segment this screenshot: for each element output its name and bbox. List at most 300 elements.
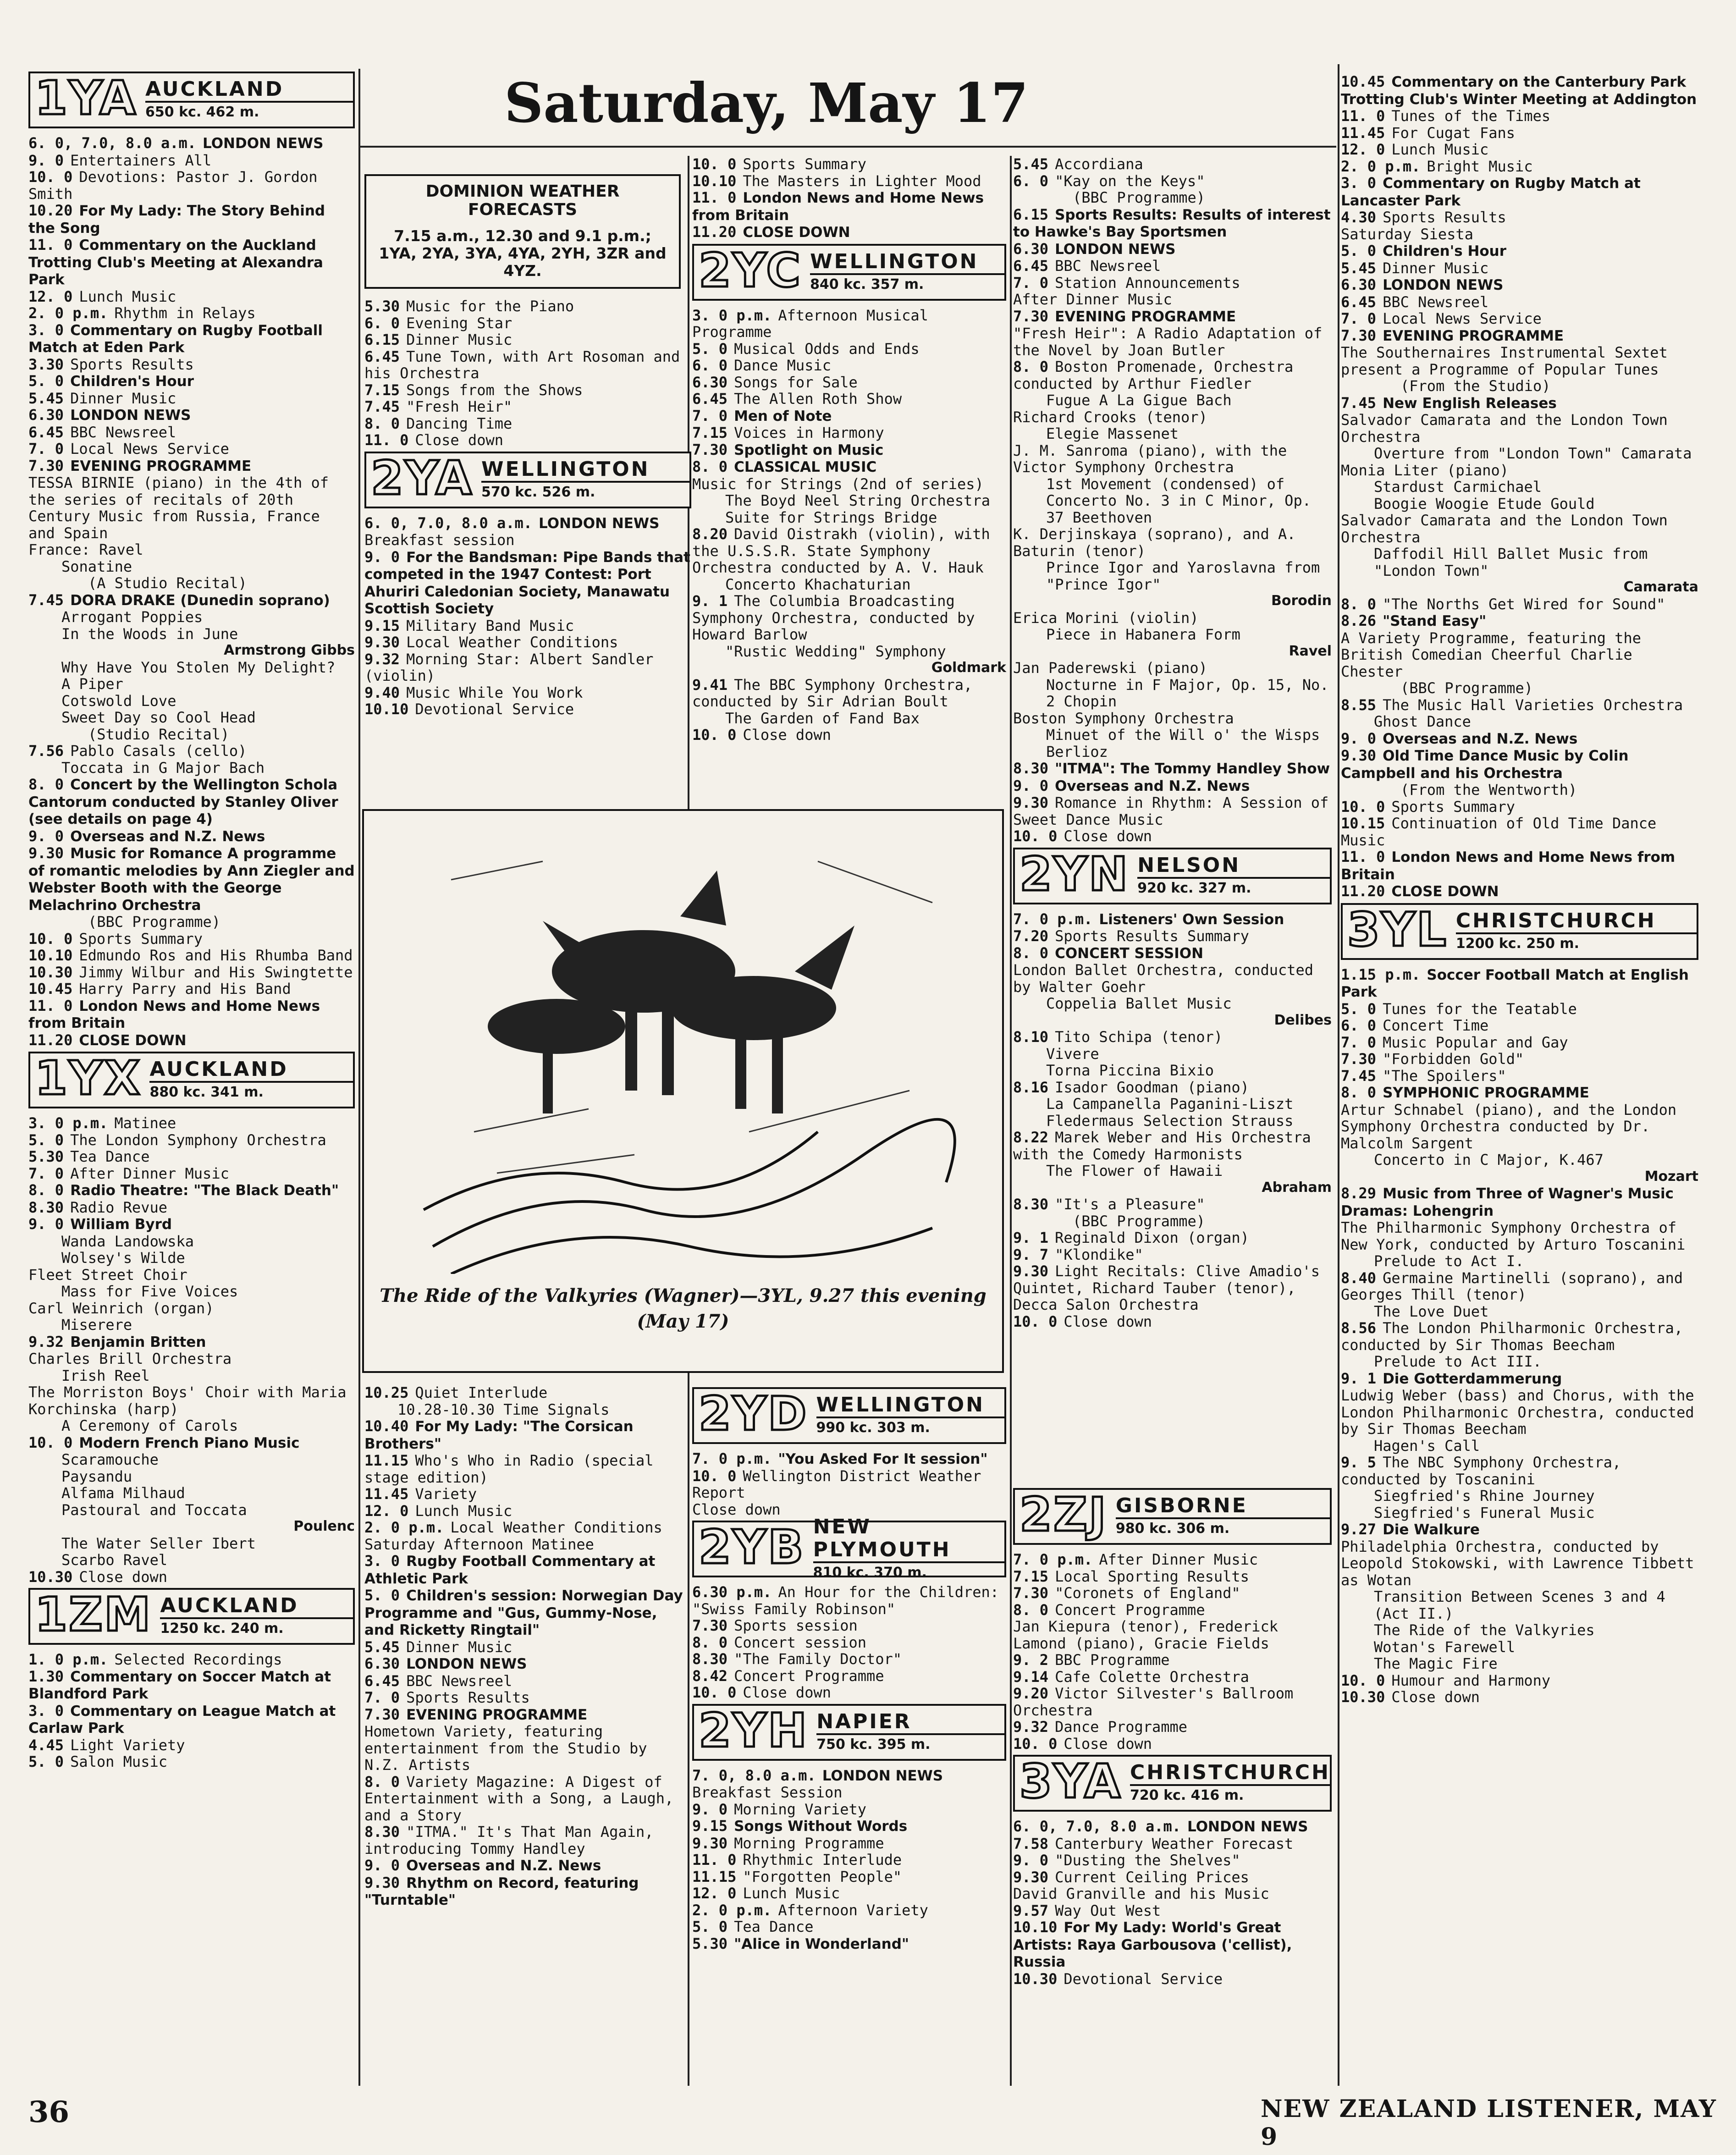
programme-time: 9.30 [1013, 1868, 1049, 1886]
programme-time: 10. 0 [692, 726, 737, 744]
column-4-lower [1013, 1485, 1332, 1987]
programme-time: 11.45 [364, 1485, 409, 1503]
programme-time: 5.45 [1341, 259, 1377, 277]
programme-item [28, 288, 355, 305]
programme-time: 8.26 [1341, 612, 1377, 629]
programme-item [1013, 1096, 1332, 1113]
programme-description: Station Announcements [1055, 274, 1240, 292]
programme-description: Devotional Service [1064, 1970, 1223, 1988]
programme-time: 11. 0 [1341, 848, 1385, 865]
programme-item [364, 398, 691, 415]
programme-description: "Coronets of England" [1055, 1584, 1240, 1602]
programme-item [1013, 1246, 1332, 1263]
programme-description: "Forgotten People" [743, 1868, 902, 1885]
programme-item [28, 135, 355, 152]
programme-description: London News and Home News from Britain [28, 998, 320, 1031]
programme-description: London Ballet Orchestra, conducted by Walter Goehr [1013, 961, 1314, 996]
station-city: AUCKLAND [149, 1058, 353, 1083]
programme-item [1341, 1168, 1698, 1185]
programme-time: 7.58 [1013, 1835, 1049, 1852]
programme-time: 7.45 [28, 591, 64, 609]
programme-description: Richard Crooks (tenor) [1013, 408, 1207, 426]
programme-item [364, 1384, 685, 1401]
programme-time: 6. 0, 7.0, 8.0 a.m. [1013, 1818, 1181, 1835]
programme-description: Morning Star: Albert Sandler (violin) [364, 650, 654, 684]
programme-item [28, 1199, 355, 1216]
programme-description: Pablo Casals (cello) [70, 742, 247, 760]
programme-description: Matinee [114, 1114, 176, 1132]
programme-time: 9.30 [1341, 747, 1377, 764]
programme-time: 3. 0 [28, 321, 64, 339]
programme-description: Paysandu [61, 1467, 132, 1485]
station-banner [1341, 903, 1698, 960]
programme-description: Torna Piccina Bixio [1046, 1062, 1214, 1079]
programme-time: 10. 0 [692, 1684, 737, 1701]
programme-item [28, 1216, 355, 1233]
programme-item [692, 341, 1006, 358]
programme-description: Commentary on League Match at Carlaw Park [28, 1703, 336, 1736]
programme-time: 7.30 [1341, 1050, 1377, 1068]
station-logo: 3YA [1020, 1754, 1122, 1809]
programme-description: Elegie Massenet [1046, 425, 1179, 442]
programme-item [28, 828, 355, 845]
programme-description: The NBC Symphony Orchestra, conducted by Toscanini [1341, 1454, 1621, 1488]
programme-item [1013, 409, 1332, 426]
programme-description: BBC Programme [1055, 1651, 1170, 1669]
programme-description: For My Lady: The Story Behind the Song [28, 203, 325, 237]
programme-item [1013, 1885, 1332, 1902]
station-city: AUCKLAND [160, 1594, 353, 1619]
programme-time: 10.40 [364, 1417, 409, 1435]
programme-item [1013, 928, 1332, 945]
programme-item [1013, 189, 1332, 206]
programme-time: 9.15 [692, 1817, 728, 1835]
programme-description: "Dusting the Shelves" [1055, 1852, 1240, 1869]
programme-description: Goldmark [931, 660, 1006, 676]
programme-time: 7.30 [1013, 1584, 1049, 1602]
programme-description: The Water Seller Ibert [61, 1534, 256, 1552]
programme-item [692, 391, 1006, 408]
programme-time: 11. 0 [692, 1851, 737, 1868]
programme-item [364, 1673, 685, 1690]
programme-item [1013, 425, 1332, 442]
station-city: NEW PLYMOUTH [813, 1516, 1004, 1563]
programme-description: Local Sporting Results [1055, 1567, 1249, 1585]
station-city-block [1126, 1757, 1330, 1810]
programme-description: Way Out West [1055, 1901, 1161, 1919]
programme-description: "The Family Doctor" [734, 1650, 902, 1668]
programme-description: Commentary on Soccer Match at Blandford Park [28, 1668, 331, 1702]
programme-description: LONDON NEWS [822, 1767, 943, 1784]
programme-item [1013, 727, 1332, 760]
programme-item [28, 305, 355, 322]
station-frequency: 880 kc. 341 m. [149, 1084, 264, 1100]
programme-description: Miserere [61, 1316, 132, 1334]
programme-time: 8. 0 [28, 1181, 64, 1199]
programme-description: Cafe Colette Orchestra [1055, 1668, 1249, 1686]
programme-description: Morning Programme [734, 1834, 884, 1852]
programme-item [364, 701, 691, 718]
station-city-block [1112, 1490, 1330, 1543]
programme-time: 8.56 [1341, 1319, 1377, 1337]
programme-item [1013, 1736, 1332, 1753]
programme-description: Local News Service [1383, 310, 1542, 327]
station-logo: 2ZJ [1020, 1488, 1108, 1542]
programme-description: For My Lady: "The Corsican Brothers" [364, 1418, 634, 1452]
programme-description: Dance Music [734, 357, 831, 374]
programme-time: 7. 0 p.m. [1013, 910, 1093, 928]
station-city-block [813, 1389, 1005, 1442]
programme-item [28, 424, 355, 441]
station-banner [28, 1588, 355, 1645]
programme-description: Men of Note [734, 408, 832, 424]
programme-item [28, 1753, 355, 1770]
programme-item [28, 1148, 355, 1165]
programme-description: Continuation of Old Time Dance Music [1341, 815, 1657, 849]
programme-description: Rhythmic Interlude [743, 1851, 902, 1868]
programme-time: 6.15 [1013, 205, 1049, 223]
programme-time: 10. 0 [1013, 1312, 1058, 1330]
programme-item [364, 1639, 685, 1656]
programme-description: "Stand Easy" [1383, 613, 1487, 629]
programme-description: The Philharmonic Symphony Orchestra of New York, conducted by Arturo Toscanini [1341, 1219, 1686, 1253]
programme-item [1013, 593, 1332, 610]
station-banner [692, 244, 1006, 301]
programme-item [1013, 173, 1332, 190]
programme-item [1013, 526, 1332, 559]
programme-time: 9.32 [1013, 1718, 1049, 1736]
programme-description: Music for the Piano [406, 298, 574, 315]
programme-description: EVENING PROGRAMME [1055, 308, 1236, 325]
programme-time: 5.30 [28, 1148, 64, 1165]
programme-item [28, 152, 355, 169]
programme-description: Saturday Siesta [1341, 225, 1473, 243]
programme-item [28, 1132, 355, 1149]
programme-description: An Hour for the Children: "Swiss Family Robinson" [692, 1583, 999, 1618]
programme-item [692, 509, 1006, 526]
programme-item [1341, 1387, 1698, 1438]
programme-item [692, 1684, 1006, 1701]
programme-description: BBC Newsreel [1383, 293, 1489, 311]
programme-description: "Forbidden Gold" [1383, 1050, 1524, 1068]
valkyries-illustration [405, 834, 964, 1274]
programme-item [1013, 1602, 1332, 1619]
programme-item [28, 1317, 355, 1334]
programme-description: CLOSE DOWN [79, 1032, 187, 1049]
programme-description: Overseas and N.Z. News [70, 828, 265, 845]
station-frequency: 840 kc. 357 m. [810, 276, 924, 292]
programme-item [1013, 1196, 1332, 1213]
programme-description: Daffodil Hill Ballet Music from "London Town" [1374, 545, 1648, 579]
programme-item [1013, 291, 1332, 308]
programme-time: 10. 0 [1341, 1671, 1385, 1689]
programme-item [28, 1350, 355, 1367]
programme-item [1341, 1320, 1698, 1353]
programme-description: Close down [743, 726, 831, 744]
programme-item [364, 515, 691, 532]
programme-description: Delibes [1274, 1012, 1332, 1028]
programme-time: 1.15 p.m. [1341, 965, 1421, 983]
programme-item [28, 1032, 355, 1049]
weather-forecast-box [364, 174, 681, 289]
programme-description: BBC Newsreel [70, 423, 176, 441]
programme-item [28, 356, 355, 373]
programme-item [1341, 496, 1698, 513]
programme-description: Suite for Strings Bridge [725, 508, 937, 526]
programme-description: Close down [743, 1684, 831, 1701]
programme-description: "Klondike" [1055, 1246, 1143, 1263]
programme-description: Dinner Music [1383, 259, 1489, 277]
programme-time: 5.30 [692, 1935, 728, 1952]
programme-item [1013, 1818, 1332, 1835]
programme-item [1341, 378, 1698, 395]
programme-item [1341, 294, 1698, 311]
station-logo: 2YH [699, 1703, 809, 1758]
programme-item [28, 1182, 355, 1199]
programme-description: "Fresh Heir": A Radio Adaptation of the Novel by Joan Butler [1013, 325, 1323, 359]
programme-item [692, 476, 1006, 493]
programme-time: 6.45 [28, 423, 64, 441]
programme-time: 7. 0 [692, 407, 728, 424]
station-city: CHRISTCHURCH [1456, 909, 1697, 934]
station-banner [1013, 1488, 1332, 1545]
programme-description: Commentary on the Canterbury Park Trotting Club's Winter Meeting at Addington [1341, 74, 1697, 108]
programme-description: "ITMA." It's That Man Again, introducing Tommy Handley [364, 1823, 654, 1857]
programme-item [1013, 258, 1332, 275]
programme-time: 8. 0 [28, 776, 64, 793]
station-logo: 1YA [35, 71, 138, 126]
programme-description: For the Bandsman: Pipe Bands that competed in the 1947 Contest: Port Ahuriri Caledonian Society, Manawatu Scottish Society [364, 549, 690, 617]
programme-item [364, 1587, 685, 1639]
programme-description: Mozart [1644, 1168, 1698, 1185]
programme-description: Sports Summary [1391, 798, 1516, 816]
programme-item [364, 634, 691, 651]
programme-item [1013, 1229, 1332, 1246]
programme-description: Sweet Day so Cool Head [61, 709, 256, 726]
programme-description: The Masters in Lighter Mood [743, 172, 981, 190]
programme-time: 8.16 [1013, 1078, 1049, 1096]
programme-description: Listeners' Own Session [1099, 911, 1284, 928]
programme-description: After Dinner Music [1099, 1551, 1258, 1568]
station-city-block [478, 453, 689, 507]
programme-description: "Alice in Wonderland" [734, 1935, 909, 1952]
programme-item [28, 1267, 355, 1284]
programme-item [1013, 777, 1332, 795]
programme-item [1013, 1029, 1332, 1046]
programme-item [692, 492, 1006, 509]
programme-time: 8. 0 [1341, 1084, 1377, 1101]
programme-time: 10.25 [364, 1384, 409, 1401]
programme-item [1013, 1163, 1332, 1179]
programme-time: 6.45 [692, 390, 728, 408]
column-3-lower [692, 1384, 1006, 1952]
programme-time: 7. 0 [1013, 274, 1049, 292]
programme-item [28, 202, 355, 237]
programme-time: 7.30 [28, 457, 64, 474]
programme-description: 1st Movement (condensed) of Concerto No. 3 in C Minor, Op. 37 Beethoven [1046, 475, 1311, 526]
programme-item [692, 374, 1006, 391]
programme-time: 5. 0 [692, 1918, 728, 1935]
programme-description: Sports Results Summary [1055, 927, 1249, 945]
programme-item [28, 558, 355, 575]
programme-description: Jan Paderewski (piano) [1013, 659, 1207, 677]
programme-description: Songs from the Shows [406, 381, 583, 399]
programme-time: 6. 0 [1013, 172, 1049, 190]
programme-item [1341, 226, 1698, 243]
programme-time: 8. 0 [692, 1633, 728, 1651]
programme-item [1013, 1618, 1332, 1652]
programme-description: A Ceremony of Carols [61, 1417, 238, 1434]
station-frequency: 810 kc. 370 m. [813, 1565, 927, 1581]
programme-description: "Kay on the Keys" [1055, 172, 1205, 190]
programme-time: 9. 2 [1013, 1651, 1049, 1669]
programme-item [1013, 1079, 1332, 1096]
programme-item [692, 1918, 1006, 1935]
programme-time: 6. 0 [364, 314, 400, 332]
programme-time: 12. 0 [692, 1885, 737, 1902]
programme-item [1341, 1084, 1698, 1102]
programme-time: 7. 0 p.m. [1013, 1551, 1093, 1568]
programme-time: 7.30 [1013, 307, 1049, 325]
programme-description: EVENING PROGRAMME [1383, 327, 1564, 344]
programme-time: 4.45 [28, 1736, 64, 1754]
programme-description: London News and Home News from Britain [692, 190, 984, 224]
programme-item [1341, 1538, 1698, 1589]
programme-item [1013, 643, 1332, 660]
programme-description: BBC Newsreel [406, 1672, 513, 1690]
programme-item [692, 1617, 1006, 1634]
programme-description: Lunch Music [415, 1502, 513, 1520]
programme-description: London News and Home News from Britain [1341, 849, 1675, 883]
station-logo: 2YA [371, 451, 474, 506]
programme-item [1341, 1370, 1698, 1388]
programme-description: BBC Newsreel [1055, 257, 1161, 275]
programme-time: 7. 0 [1341, 1033, 1377, 1051]
programme-item [1013, 476, 1332, 526]
programme-description: (From the Studio) [1400, 377, 1551, 395]
programme-item [28, 575, 355, 592]
programme-item [1013, 559, 1332, 593]
programme-time: 11. 0 [28, 997, 73, 1014]
programme-time: 5.45 [28, 389, 64, 407]
programme-description: Jan Kiepura (tenor), Frederick Lamond (piano), Gracie Fields [1013, 1618, 1278, 1652]
programme-description: Wolsey's Wilde [61, 1249, 185, 1267]
programme-description: Romance in Rhythm: A Session of Sweet Dance Music [1013, 794, 1329, 828]
station-city-block [156, 1590, 353, 1643]
programme-description: (BBC Programme) [1073, 189, 1205, 206]
programme-time: 9. 0 [1013, 777, 1049, 794]
programme-item [1341, 815, 1698, 849]
programme-description: Concert session [734, 1633, 867, 1651]
programme-item [692, 1767, 1006, 1785]
programme-time: 10.30 [1013, 1970, 1058, 1988]
station-banner [692, 1704, 1006, 1761]
programme-item [1341, 276, 1698, 294]
programme-description: Evening Star [406, 314, 513, 332]
programme-description: Concerto in C Major, K.467 [1374, 1151, 1604, 1168]
programme-description: The Music Hall Varieties Orchestra [1383, 696, 1683, 714]
programme-item [692, 1868, 1006, 1885]
programme-description: Close down [1391, 1688, 1480, 1706]
programme-item [364, 1418, 685, 1452]
programme-description: "Fresh Heir" [406, 398, 513, 415]
programme-item [692, 727, 1006, 744]
programme-description: Ghost Dance [1374, 713, 1471, 730]
page-number: 36 [28, 2095, 70, 2129]
programme-item [1013, 1971, 1332, 1988]
programme-description: Dance Programme [1055, 1718, 1188, 1736]
programme-item [28, 1334, 355, 1351]
programme-item [1341, 1185, 1698, 1219]
programme-description: Charles Brill Orchestra [28, 1350, 232, 1367]
programme-description: LONDON NEWS [203, 135, 324, 152]
programme-item [364, 1452, 685, 1486]
programme-time: 10.10 [1013, 1918, 1058, 1936]
programme-item [28, 322, 355, 356]
programme-time: 8.22 [1013, 1129, 1049, 1146]
programme-item [28, 237, 355, 288]
programme-item [364, 1655, 685, 1673]
programme-item [1341, 445, 1698, 462]
programme-time: 10. 0 [28, 1433, 73, 1451]
programme-description: Morning Variety [734, 1800, 867, 1818]
programme-description: Local News Service [70, 440, 229, 457]
programme-item [692, 1584, 1006, 1617]
programme-item [28, 1668, 355, 1703]
programme-time: 5. 0 [692, 340, 728, 358]
programme-item [1013, 660, 1332, 677]
programme-description: Commentary on Rugby Match at Lancaster Park [1341, 175, 1641, 209]
programme-description: Cotswold Love [61, 692, 176, 710]
programme-item [1341, 412, 1698, 445]
programme-description: The Magic Fire [1374, 1655, 1498, 1672]
programme-item [692, 526, 1006, 576]
programme-time: 3. 0 [364, 1552, 400, 1570]
programme-description: EVENING PROGRAMME [70, 457, 252, 474]
programme-description: The Boyd Neel String Orchestra [725, 492, 990, 509]
programme-item [1341, 512, 1698, 546]
programme-description: Vivere [1046, 1045, 1099, 1063]
programme-item [1341, 1219, 1698, 1253]
programme-item [364, 348, 691, 382]
programme-item [1341, 1034, 1698, 1051]
programme-description: EVENING PROGRAMME [406, 1706, 588, 1723]
programme-time: 9. 0 [28, 151, 64, 169]
programme-time: 12. 0 [364, 1502, 409, 1520]
column-2-lower [364, 1384, 685, 1909]
programme-description: The Garden of Fand Bax [725, 709, 920, 727]
programme-time: 9. 1 [1341, 1369, 1377, 1387]
programme-description: Music for Romance A programme of romantic melodies by Ann Ziegler and Webster Booth with the George Melachrino Orchestra [28, 845, 355, 914]
programme-description: Pastoural and Toccata [61, 1501, 247, 1519]
programme-time: 10. 0 [28, 168, 73, 186]
programme-item [28, 541, 355, 558]
programme-description: Rhythm in Relays [114, 304, 256, 322]
station-frequency: 750 kc. 395 m. [816, 1736, 931, 1753]
programme-item [692, 156, 1006, 173]
programme-description: Coppelia Ballet Music [1046, 995, 1232, 1012]
page-title: Saturday, May 17 [504, 71, 1029, 135]
programme-item [1341, 1672, 1698, 1689]
programme-item [28, 659, 355, 676]
programme-item [692, 1651, 1006, 1668]
programme-time: 7.45 [1341, 1067, 1377, 1085]
station-banner [28, 1052, 355, 1108]
programme-item [1341, 546, 1698, 579]
programme-item [1341, 243, 1698, 260]
station-frequency: 920 kc. 327 m. [1137, 880, 1251, 896]
programme-description: Germaine Martinelli (soprano), and Georges Thill (tenor) [1341, 1269, 1683, 1303]
